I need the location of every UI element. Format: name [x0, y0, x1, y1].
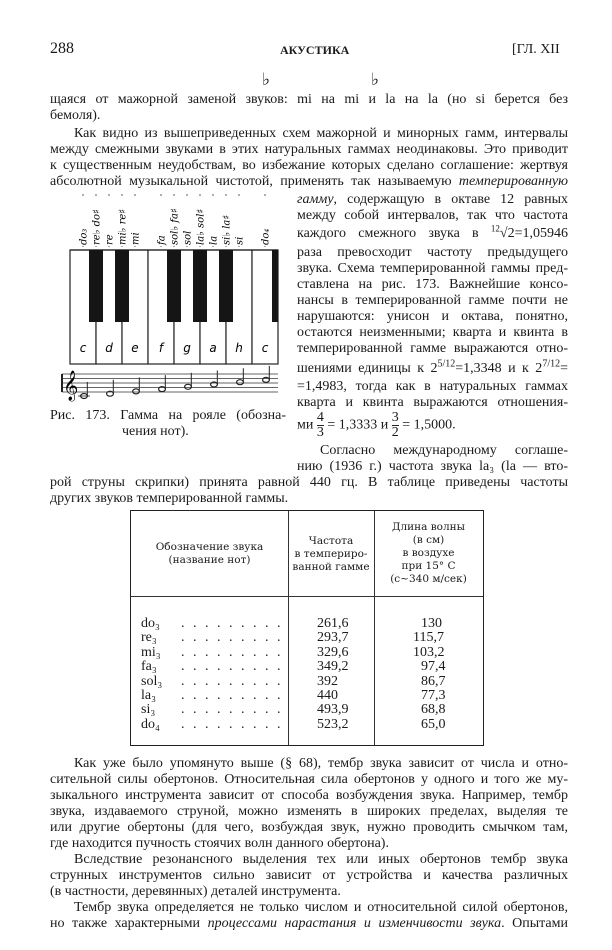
cell-note: do₄ — [141, 716, 160, 732]
text-line: темперированной гамме выражаются отно- — [297, 341, 568, 356]
text: . Опытами — [501, 916, 568, 931]
italic-term: темперированную — [458, 174, 568, 189]
key-label: h — [235, 341, 243, 355]
text-line: нию (1936 г.) частота звука la₃ (la — вто- — [297, 459, 568, 474]
cell-freq: 493,9 — [317, 702, 349, 718]
leader-dots: . . . . . . . . . — [181, 673, 283, 689]
note-head — [185, 384, 192, 389]
text-line: кварта и квинта выражаются отношения- — [297, 395, 568, 410]
text-line: струнных инструментов сильно зависит от устройства и качества различных — [50, 868, 568, 883]
cell-freq: 349,2 — [317, 659, 349, 675]
cell-wave: 68,8 — [421, 702, 446, 718]
text-line: остаются неизменными; кварта и квинта в — [297, 325, 568, 340]
table-row — [131, 718, 483, 732]
black-key — [272, 250, 278, 322]
table-row — [131, 689, 483, 703]
text: ми — [297, 417, 314, 433]
table-row — [131, 617, 483, 631]
cell-freq: 261,6 — [317, 616, 349, 631]
treble-clef-icon: 𝄞 — [63, 371, 79, 401]
cell-wave: 86,7 — [421, 673, 446, 689]
text-line: где находится пучность стоячих волн данного обертона). — [50, 836, 389, 851]
table-row — [131, 675, 483, 689]
text-line — [297, 192, 568, 207]
note-label: si♭ la♯ — [221, 214, 233, 245]
figure-caption: Рис. 173. Гамма на рояле (обозна- — [50, 408, 286, 423]
cell-note: do₃ — [141, 616, 160, 631]
italic-term: процессами нарастания и изменчивости звука — [207, 916, 502, 931]
text: каждого смежного звука в — [297, 226, 479, 241]
text-line: нарушаются: унисон и октава, понятно, — [297, 309, 568, 324]
header-divider — [131, 596, 483, 597]
note-label: la♭ sol♯ — [195, 208, 207, 245]
denominator: 3 — [316, 425, 324, 440]
text-line — [50, 174, 568, 189]
cell-freq: 293,7 — [317, 630, 349, 646]
black-key — [219, 250, 233, 322]
text-line: к существенным неудобствам, во избежание которых сделано соглашение: жертвуя — [50, 158, 568, 173]
header-text: Длина волны — [391, 521, 466, 533]
text: =1,05946 — [514, 226, 568, 241]
italic-term: гамму — [297, 192, 334, 207]
note-label: do₄ — [260, 228, 272, 245]
cell-note: la₃ — [141, 688, 156, 703]
cell-wave: 97,4 — [421, 659, 446, 675]
text-line: или другие обертоны (для чего, возбуждая звук, нужно проводить смычком там, — [50, 820, 568, 835]
header-text: в воздухе — [402, 547, 455, 559]
text-line: Вследствие резонансного выделения тех или иных обертонов тембр звука — [74, 852, 568, 867]
cell-freq: 392 — [317, 673, 338, 689]
root-index: 12 — [490, 223, 500, 234]
cell-note: si₃ — [141, 702, 156, 718]
denominator: 2 — [391, 425, 399, 440]
key-label: e — [131, 341, 139, 355]
leader-dots: . . . . . . . . . — [181, 659, 283, 675]
exponent: 5/12 — [437, 358, 456, 370]
black-key — [167, 250, 181, 322]
numerator: 4 — [316, 410, 324, 425]
note-label: sol — [182, 230, 194, 245]
fraction — [392, 411, 399, 440]
root: √2 — [499, 226, 515, 241]
text-line: между собой интервалов, так что частота — [297, 208, 568, 223]
leader-dots: . . . . . . . . . — [181, 688, 283, 703]
text-line: зыкального инструмента зависит от способа возбуждения звука. Например, тембр — [50, 788, 568, 803]
key-label: a — [209, 341, 217, 355]
text-line: раза превосходит частоту предыдущего — [297, 245, 568, 260]
cell-freq: 440 — [317, 688, 338, 703]
numerator: 3 — [391, 410, 399, 425]
text-line: других звуков темперированной гаммы. — [50, 491, 289, 506]
table-row — [131, 646, 483, 660]
text-line: Как уже было упомянуто выше (§ 68), тембр звука зависит от числа и отно- — [74, 756, 568, 771]
cell-note: sol₃ — [141, 673, 163, 689]
cell-wave: 65,0 — [421, 716, 446, 732]
note-label: la — [208, 235, 220, 245]
text-line: сительной силы обертонов. Относительная сила обертонов у одного и того же му- — [50, 772, 568, 787]
running-title: АКУСТИКА — [280, 43, 350, 57]
table-row — [131, 660, 483, 674]
text: шениями единицы к 2 — [297, 361, 438, 376]
black-key — [89, 250, 103, 322]
text-line: ставлена на рис. 173. Важнейшие консо- — [297, 277, 568, 292]
header-text: Обозначение звука — [155, 541, 264, 553]
fraction — [317, 411, 324, 440]
black-key — [193, 250, 207, 322]
cell-freq: 523,2 — [317, 716, 349, 732]
text-line: нансы в темперированной гамме почти не — [297, 293, 568, 308]
leader-dots: . . . . . . . . . — [181, 702, 283, 718]
text-line: бемоля). — [50, 108, 101, 123]
leader-dots: . . . . . . . . . — [181, 616, 283, 631]
flat-symbol: ♭ — [262, 70, 271, 89]
frequency-table — [130, 510, 484, 746]
note-label: mi♭ re♯ — [117, 208, 129, 245]
header-text: в темпериро- — [294, 548, 368, 560]
leader-dots: . . . . . . . . . — [181, 644, 283, 660]
cell-freq: 329,6 — [317, 644, 349, 660]
page-number: 288 — [50, 40, 74, 57]
text-line — [50, 916, 568, 931]
figure-caption: чения нот). — [122, 424, 189, 439]
text-line: =1,4983, тогда как в натуральных гаммах — [297, 379, 568, 394]
header-text: (c~340 м/сек) — [390, 573, 467, 585]
text-line: (в частности, деревянных) деталей инструмента. — [50, 884, 341, 899]
column-header-wavelength — [374, 521, 483, 586]
text-line: щаяся от мажорной заменой звуков: mi на mi и la на la (но si берется без — [50, 92, 568, 107]
header-text: (в см) — [412, 534, 445, 546]
text-line — [297, 357, 568, 377]
text-line: Тембр звука определяется не только числом и относительной силой обертонов, — [74, 900, 568, 915]
key-label: d — [105, 341, 113, 355]
text: =1,3348 и к 2 — [455, 361, 543, 376]
ratio-line — [297, 411, 456, 440]
leader-dots: . . . . . . . . . — [181, 716, 283, 732]
cell-wave: 77,3 — [421, 688, 446, 703]
cell-wave: 130 — [421, 616, 442, 631]
column-header-frequency — [288, 535, 374, 574]
text-line: звука. Схема темперированной гаммы пред- — [297, 261, 568, 276]
note-label: re — [104, 234, 116, 245]
table-row — [131, 631, 483, 645]
header-text: (название нот) — [168, 554, 251, 566]
key-label: c — [261, 341, 269, 355]
note-label: sol♭ fa♯ — [169, 208, 181, 245]
chapter-label: [ГЛ. XII — [512, 42, 560, 57]
cell-wave: 115,7 — [413, 630, 444, 646]
text: абсолютной музыкальной чистотой, применять так называемую — [50, 174, 452, 189]
note-label: do₃ — [78, 228, 90, 245]
text-line: Как видно из вышеприведенных схем мажорной и минорных гамм, интервалы — [74, 126, 568, 141]
text: но также характерными — [50, 916, 201, 931]
key-label: c — [79, 341, 87, 355]
text-line: между смежными звуками в этих натуральных гаммах неодинаковы. Это приводит — [50, 142, 568, 157]
header-text: при 15° С — [401, 560, 456, 572]
text: = 1,5000. — [402, 417, 456, 433]
cell-note: re₃ — [141, 630, 157, 646]
leader-dots: . . . . . . . . . — [181, 630, 283, 646]
text: , содержащую в октаве 12 равных — [333, 192, 568, 207]
header-text: Частота — [308, 535, 354, 547]
text-line: Согласно международному соглаше- — [320, 443, 568, 458]
header-text: ванной гамме — [292, 561, 370, 573]
text-line: звука, издаваемого струной, можно изменять в широких пределах, выделяя те — [50, 804, 568, 819]
text-line: рой струны скрипки) принята равной 440 гц. В таблице приведены частоты — [50, 475, 568, 490]
column-header-note — [131, 541, 288, 567]
cell-note: fa₃ — [141, 659, 157, 675]
note-label: si — [234, 236, 246, 245]
note-label: fa — [156, 235, 168, 245]
note-label: re♭ do♯ — [91, 209, 103, 245]
cell-note: mi₃ — [141, 644, 161, 660]
key-label: g — [183, 341, 191, 355]
table-row — [131, 703, 483, 717]
black-key — [115, 250, 129, 322]
cell-wave: 103,2 — [413, 644, 445, 660]
exponent: 7/12 — [542, 358, 561, 370]
note-label: mi — [130, 232, 142, 245]
piano-figure — [50, 194, 290, 404]
note-head — [133, 389, 140, 394]
text-line — [297, 225, 568, 243]
flat-symbol: ♭ — [371, 70, 380, 89]
text: = 1,3333 и — [327, 417, 389, 433]
text: = — [560, 361, 568, 376]
note-head — [237, 380, 244, 385]
key-label: f — [158, 341, 164, 355]
